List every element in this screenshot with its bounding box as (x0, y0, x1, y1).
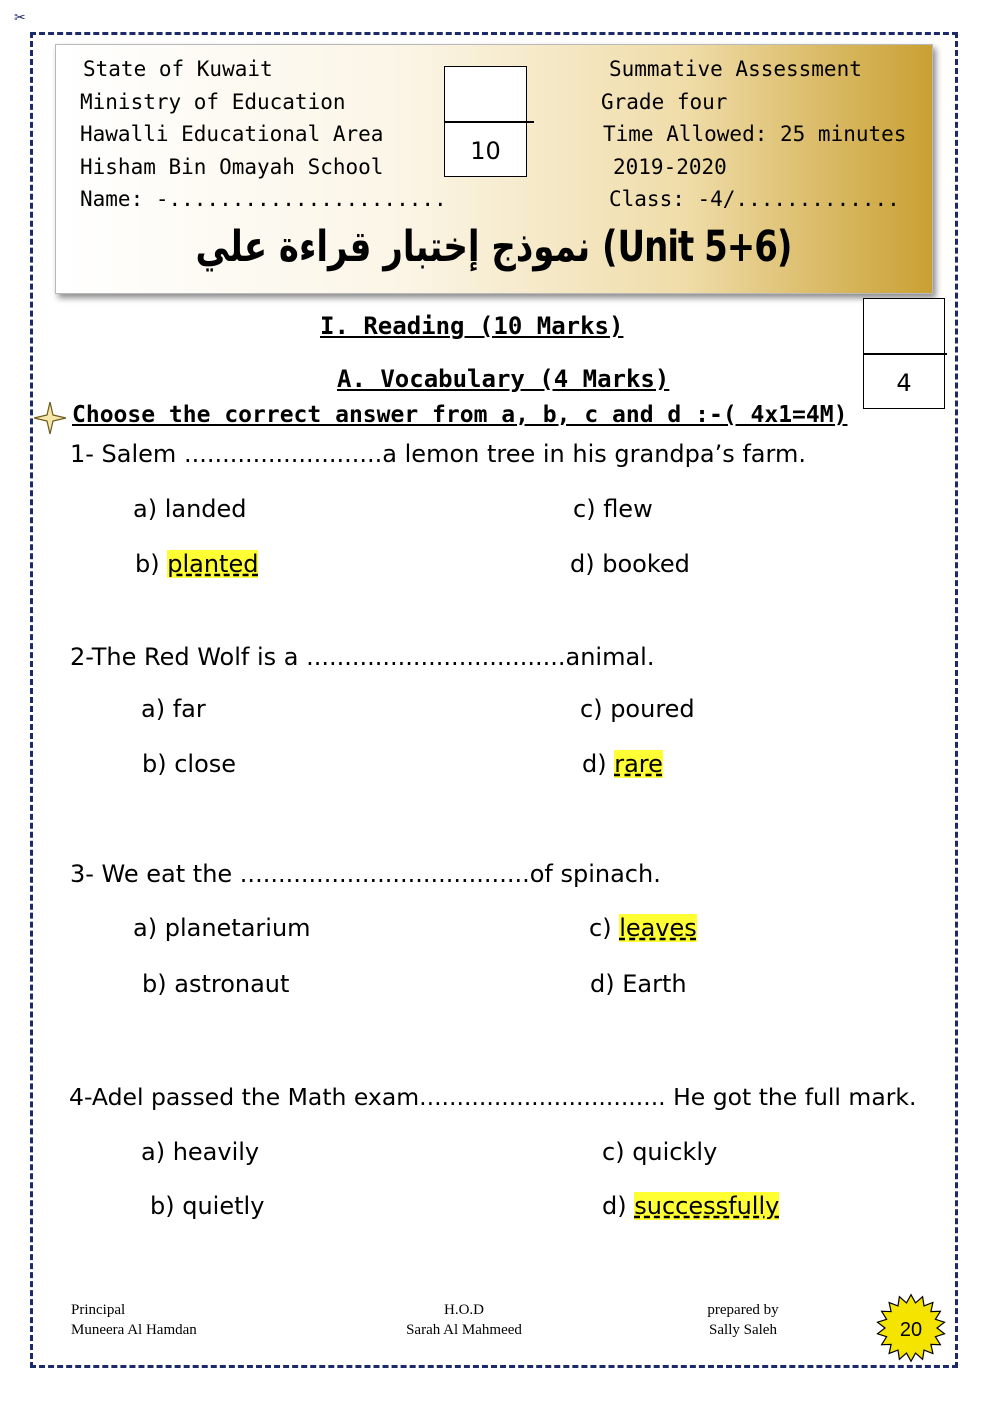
total-mark: 10 (470, 137, 501, 165)
principal-role: Principal (71, 1302, 126, 1318)
q1-option-d[interactable]: d) booked (570, 550, 690, 578)
header-ministry: Ministry of Education (80, 90, 346, 114)
name-field[interactable]: Name: -...................... (80, 187, 447, 211)
q4-option-a[interactable]: a) heavily (141, 1138, 260, 1166)
header-school: Hisham Bin Omayah School (80, 155, 384, 179)
q1-option-a[interactable]: a) landed (133, 495, 247, 523)
star-bullet-icon (34, 402, 66, 434)
exam-title: نموذج إختبار قراءة علي (Unit 5+6) (195, 222, 793, 272)
question-2: 2-The Red Wolf is a ..................................animal. (70, 643, 655, 671)
hod-role: H.O.D (444, 1302, 484, 1318)
q3-option-b[interactable]: b) astronaut (142, 970, 290, 998)
q4-option-b[interactable]: b) quietly (150, 1192, 265, 1220)
header-year: 2019-2020 (613, 155, 727, 179)
sun-badge-icon (868, 1293, 954, 1363)
section-title: I. Reading (10 Marks) (320, 312, 624, 340)
q3-option-a[interactable]: a) planetarium (133, 914, 311, 942)
prepared-name: Sally Saleh (709, 1322, 777, 1338)
section-mark: 4 (896, 369, 912, 397)
page-number: 20 (899, 1319, 923, 1341)
q2-answer: rare (614, 750, 663, 778)
q2-option-a[interactable]: a) far (141, 695, 206, 723)
header-card (55, 44, 933, 294)
header-grade: Grade four (601, 90, 728, 114)
header-time: Time Allowed: 25 minutes (603, 122, 907, 146)
instructions: Choose the correct answer from a, b, c and d :-( 4x1=4M) (72, 402, 848, 428)
q4-option-c[interactable]: c) quickly (602, 1138, 718, 1166)
header-assessment: Summative Assessment (609, 57, 862, 81)
q2-option-b[interactable]: b) close (142, 750, 237, 778)
q1-option-b[interactable]: b) planted (135, 550, 259, 578)
q4-answer: successfully (634, 1192, 780, 1220)
footer-prepared (700, 1300, 786, 1340)
header-area: Hawalli Educational Area (80, 122, 384, 146)
q3-option-c[interactable]: c) leaves (589, 914, 697, 942)
q3-option-d[interactable]: d) Earth (590, 970, 687, 998)
q3-answer: leaves (619, 914, 697, 942)
scissors-icon: ✂ (14, 10, 26, 26)
q2-option-d[interactable]: d) rare (582, 750, 663, 778)
question-3: 3- We eat the ......................................of spinach. (70, 860, 661, 888)
section-subtitle: A. Vocabulary (4 Marks) (337, 365, 670, 393)
class-field[interactable]: Class: -4/............. (609, 187, 900, 211)
hod-name: Sarah Al Mahmeed (406, 1322, 522, 1338)
footer-hod (397, 1300, 531, 1340)
footer-principal (71, 1300, 197, 1340)
q2-option-c[interactable]: c) poured (580, 695, 695, 723)
question-4: 4-Adel passed the Math exam................................. He got the full mark. (69, 1083, 917, 1111)
total-score-box[interactable] (444, 66, 527, 177)
prepared-role: prepared by (707, 1302, 779, 1318)
question-1: 1- Salem ..........................a lemon tree in his grandpa’s farm. (70, 440, 806, 468)
header-country: State of Kuwait (83, 57, 273, 81)
q4-option-d[interactable]: d) successfully (602, 1192, 780, 1220)
principal-name: Muneera Al Hamdan (71, 1322, 197, 1338)
q1-answer: planted (167, 550, 259, 578)
section-score-box[interactable] (863, 298, 945, 409)
q1-option-c[interactable]: c) flew (573, 495, 653, 523)
